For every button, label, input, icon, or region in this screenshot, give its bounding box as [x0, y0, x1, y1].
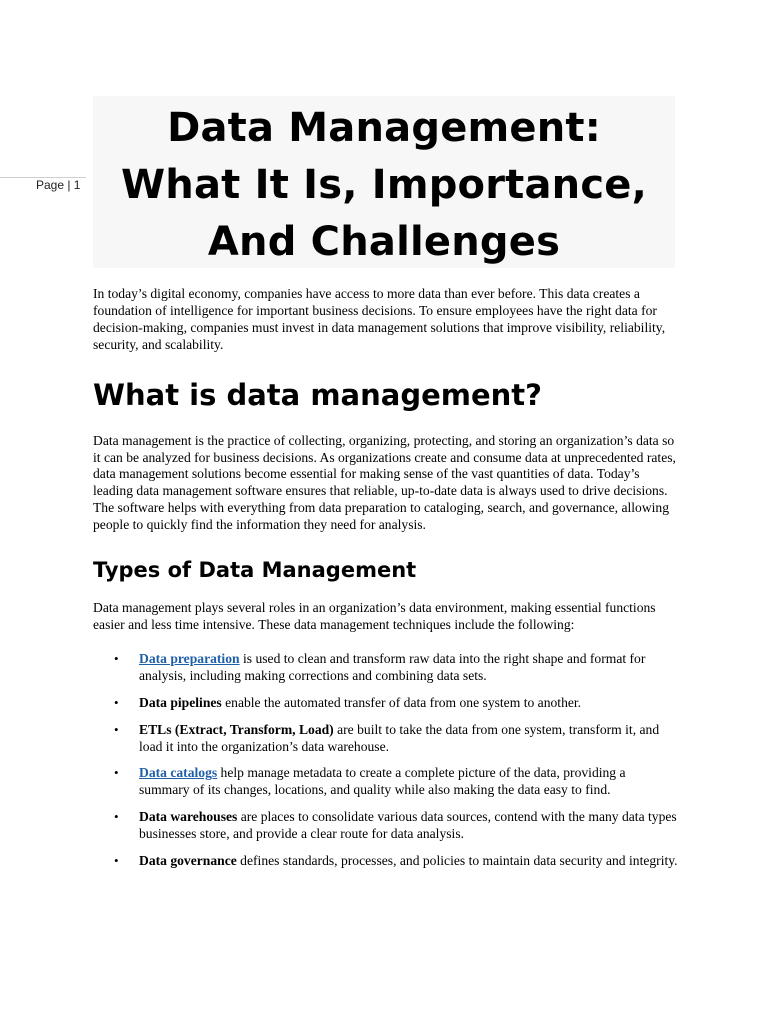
- list-item-data-preparation: [93, 651, 678, 685]
- data-catalogs-link[interactable]: Data catalogs: [139, 765, 218, 781]
- list-item-etls: [93, 722, 678, 756]
- title-line-2: What It Is, Importance,: [120, 162, 647, 208]
- bullet-icon: •: [114, 765, 119, 781]
- title-block: [93, 96, 675, 268]
- list-item-text: are places to consolidate various data sources, contend with the many data types businesses store, and provide a clear route for data analysis.: [139, 809, 677, 842]
- list-item-data-governance: [93, 853, 678, 870]
- list-item-data-warehouses: [93, 809, 678, 843]
- data-preparation-link[interactable]: Data preparation: [139, 650, 240, 666]
- bullet-icon: •: [114, 721, 119, 737]
- section-heading-what-is: What is data management?: [93, 377, 542, 412]
- document-title: [93, 96, 675, 271]
- bullet-icon: •: [114, 694, 119, 710]
- list-item-term: Data warehouses: [139, 809, 238, 825]
- intro-paragraph: In today’s digital economy, companies have access to more data than ever before. This data creates a foundation of intelligence for important business decisions. To ensure employees have the right data for decision-making, companies must invest in data management solutions that improve visibility, reliability, security, and scalability.: [93, 286, 666, 352]
- types-list: [93, 651, 678, 870]
- bullet-icon: •: [114, 650, 119, 666]
- list-item-text: are built to take the data from one system, transform it, and load it into the organization’s data warehouse.: [139, 721, 660, 754]
- page-number-label: Page | 1: [36, 178, 81, 192]
- bullet-icon: •: [114, 853, 119, 869]
- list-item-text: help manage metadata to create a complete picture of the data, providing a summary of its changes, locations, and quality while also making the data easy to find.: [139, 765, 626, 798]
- bullet-icon: •: [114, 809, 119, 825]
- list-item-term: ETLs (Extract, Transform, Load): [139, 721, 334, 737]
- title-line-3: And Challenges: [207, 219, 561, 265]
- section-heading-types: Types of Data Management: [93, 558, 417, 583]
- list-item-text: is used to clean and transform raw data into the right shape and format for analysis, including making corrections and combining data sets.: [139, 650, 646, 683]
- list-item-term: Data governance: [139, 853, 237, 869]
- list-item-term: Data pipelines: [139, 694, 222, 710]
- section-paragraph-what-is: Data management is the practice of collecting, organizing, protecting, and storing an organization’s data so it can be analyzed for business decisions. As organizations create and consume data at unprecedented rates, data management solutions become essential for making sense of the vast quantities of data. Today’s leading data management software ensures that reliable, up-to-date data is always used to drive decisions. The software helps with everything from data preparation to cataloging, search, and governance, allowing people to quickly find the information they need for analysis.: [93, 432, 676, 533]
- list-item-data-catalogs: [93, 765, 678, 799]
- list-item-data-pipelines: [93, 695, 678, 712]
- list-item-text: defines standards, processes, and policies to maintain data security and integrity.: [236, 853, 678, 869]
- title-line-1: Data Management:: [167, 105, 601, 151]
- document-body: [93, 286, 678, 880]
- section-paragraph-types: Data management plays several roles in an organization’s data environment, making essential functions easier and less time intensive. These data management techniques include the following:: [93, 600, 656, 632]
- list-item-text: enable the automated transfer of data from one system to another.: [221, 694, 582, 710]
